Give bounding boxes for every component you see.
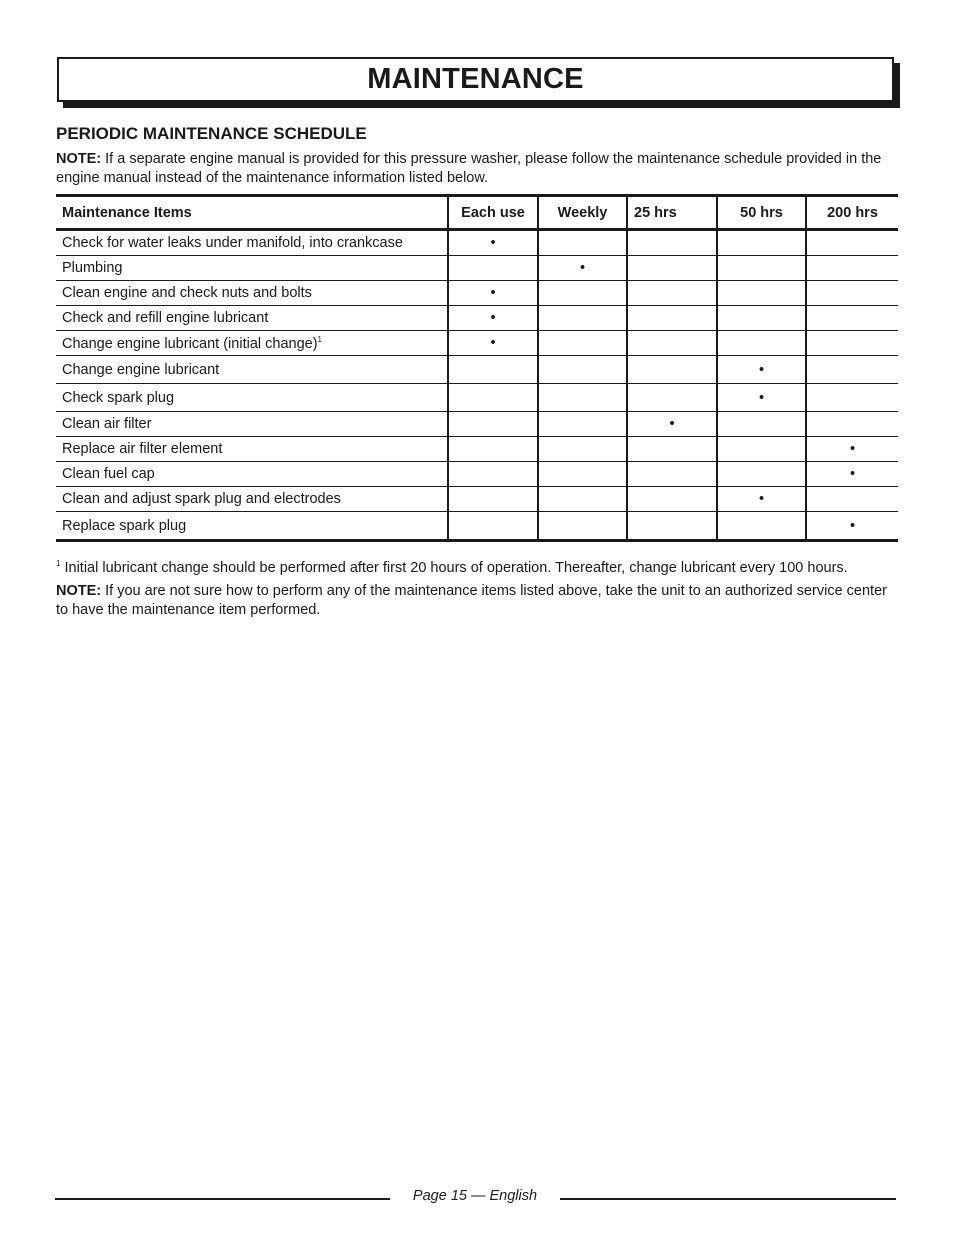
- maintenance-item-label: Plumbing: [62, 260, 123, 276]
- schedule-cell: •: [806, 512, 898, 541]
- schedule-cell: [627, 384, 717, 412]
- maintenance-item-label: Check for water leaks under manifold, into crankcase: [62, 235, 403, 251]
- schedule-cell: [538, 512, 627, 541]
- header-25-hrs: 25 hrs: [627, 196, 717, 230]
- maintenance-item-cell: [56, 412, 448, 437]
- schedule-cell: [717, 281, 806, 306]
- table-row: [56, 281, 898, 306]
- header-maintenance-items: Maintenance Items: [56, 196, 448, 230]
- maintenance-item-cell: [56, 331, 448, 356]
- schedule-cell: [538, 412, 627, 437]
- page-title-box: [57, 57, 894, 102]
- schedule-cell: [538, 437, 627, 462]
- schedule-cell: •: [717, 356, 806, 384]
- schedule-cell: [627, 256, 717, 281]
- note-label: NOTE:: [56, 583, 102, 599]
- note-service-center: [56, 582, 898, 620]
- schedule-cell: [806, 331, 898, 356]
- schedule-cell: [806, 306, 898, 331]
- header-each-use: Each use: [448, 196, 538, 230]
- schedule-cell: [717, 462, 806, 487]
- schedule-cell: [448, 384, 538, 412]
- maintenance-item-cell: [56, 462, 448, 487]
- schedule-cell: [448, 437, 538, 462]
- schedule-cell: •: [538, 256, 627, 281]
- schedule-cell: [627, 331, 717, 356]
- header-200-hrs: 200 hrs: [806, 196, 898, 230]
- schedule-cell: [627, 306, 717, 331]
- table-row: [56, 230, 898, 256]
- table-row: [56, 462, 898, 487]
- schedule-cell: [806, 412, 898, 437]
- header-50-hrs: 50 hrs: [717, 196, 806, 230]
- maintenance-schedule-table: [56, 194, 898, 542]
- schedule-cell: [717, 256, 806, 281]
- maintenance-item-label: Check and refill engine lubricant: [62, 310, 269, 326]
- schedule-cell: •: [717, 487, 806, 512]
- schedule-cell: [448, 462, 538, 487]
- maintenance-item-label: Clean air filter: [62, 416, 152, 432]
- section-heading: PERIODIC MAINTENANCE SCHEDULE: [56, 124, 367, 143]
- page-title: MAINTENANCE: [367, 63, 584, 95]
- note-text: If a separate engine manual is provided for this pressure washer, please follow the maintenance schedule provided in the engine manual instead of the maintenance information listed below.: [56, 151, 882, 186]
- maintenance-item-label: Clean fuel cap: [62, 466, 155, 482]
- schedule-cell: [538, 230, 627, 256]
- schedule-cell: [448, 512, 538, 541]
- maintenance-item-cell: [56, 487, 448, 512]
- maintenance-item-label: Change engine lubricant (initial change): [62, 335, 318, 352]
- page-footer: Page 15 — English: [412, 1188, 538, 1204]
- footnote-marker: 1: [56, 559, 61, 568]
- maintenance-item-cell: [56, 356, 448, 384]
- schedule-cell: [717, 437, 806, 462]
- schedule-cell: •: [627, 412, 717, 437]
- maintenance-item-cell: [56, 306, 448, 331]
- table-row: [56, 384, 898, 412]
- schedule-cell: [448, 356, 538, 384]
- table-row: [56, 356, 898, 384]
- table-header-row: [56, 196, 898, 230]
- footer-rule-right: [560, 1198, 896, 1200]
- schedule-cell: [806, 230, 898, 256]
- note-text: If you are not sure how to perform any of the maintenance items listed above, take the unit to an authorized service center to have the maintenance item performed.: [56, 583, 887, 618]
- note-engine-manual: [56, 150, 898, 188]
- schedule-cell: [448, 487, 538, 512]
- footnote-text: Initial lubricant change should be performed after first 20 hours of operation. Thereafter, change lubricant every 100 hours.: [60, 559, 848, 576]
- schedule-cell: •: [806, 437, 898, 462]
- schedule-cell: •: [806, 462, 898, 487]
- schedule-cell: •: [448, 306, 538, 331]
- maintenance-item-label: Replace spark plug: [62, 517, 187, 534]
- schedule-cell: [717, 512, 806, 541]
- maintenance-item-cell: [56, 437, 448, 462]
- schedule-cell: •: [448, 230, 538, 256]
- schedule-cell: [538, 331, 627, 356]
- maintenance-item-cell: [56, 512, 448, 541]
- maintenance-item-cell: [56, 281, 448, 306]
- table-row: [56, 487, 898, 512]
- maintenance-item-label: Check spark plug: [62, 389, 175, 406]
- schedule-cell: [806, 281, 898, 306]
- schedule-cell: [627, 230, 717, 256]
- schedule-cell: [448, 412, 538, 437]
- table-row: [56, 437, 898, 462]
- header-weekly: Weekly: [538, 196, 627, 230]
- table-row: [56, 512, 898, 541]
- schedule-cell: [538, 462, 627, 487]
- schedule-cell: [806, 384, 898, 412]
- table-row: [56, 306, 898, 331]
- schedule-cell: [717, 412, 806, 437]
- maintenance-item-label: Clean engine and check nuts and bolts: [62, 285, 312, 301]
- maintenance-item-cell: [56, 230, 448, 256]
- schedule-cell: [806, 487, 898, 512]
- footnote: [56, 559, 906, 576]
- maintenance-item-label: Change engine lubricant: [62, 361, 220, 378]
- schedule-cell: [538, 384, 627, 412]
- schedule-cell: [448, 256, 538, 281]
- schedule-cell: [627, 356, 717, 384]
- note-label: NOTE:: [56, 151, 102, 167]
- schedule-cell: [627, 512, 717, 541]
- schedule-cell: •: [448, 331, 538, 356]
- schedule-cell: [538, 306, 627, 331]
- schedule-cell: [627, 487, 717, 512]
- schedule-cell: [717, 306, 806, 331]
- schedule-cell: •: [717, 384, 806, 412]
- schedule-cell: [627, 462, 717, 487]
- maintenance-item-label: Replace air filter element: [62, 441, 223, 457]
- schedule-cell: [538, 487, 627, 512]
- schedule-cell: [538, 281, 627, 306]
- table-row: [56, 331, 898, 356]
- table-row: [56, 412, 898, 437]
- maintenance-item-label: Clean and adjust spark plug and electrodes: [62, 491, 341, 507]
- schedule-cell: [627, 437, 717, 462]
- schedule-cell: •: [448, 281, 538, 306]
- schedule-cell: [717, 230, 806, 256]
- maintenance-item-cell: [56, 384, 448, 412]
- footer-rule-left: [55, 1198, 390, 1200]
- schedule-cell: [538, 356, 627, 384]
- table-row: [56, 256, 898, 281]
- maintenance-item-cell: [56, 256, 448, 281]
- schedule-cell: [806, 256, 898, 281]
- schedule-cell: [627, 281, 717, 306]
- footnote-reference: 1: [317, 334, 322, 344]
- schedule-cell: [717, 331, 806, 356]
- schedule-cell: [806, 356, 898, 384]
